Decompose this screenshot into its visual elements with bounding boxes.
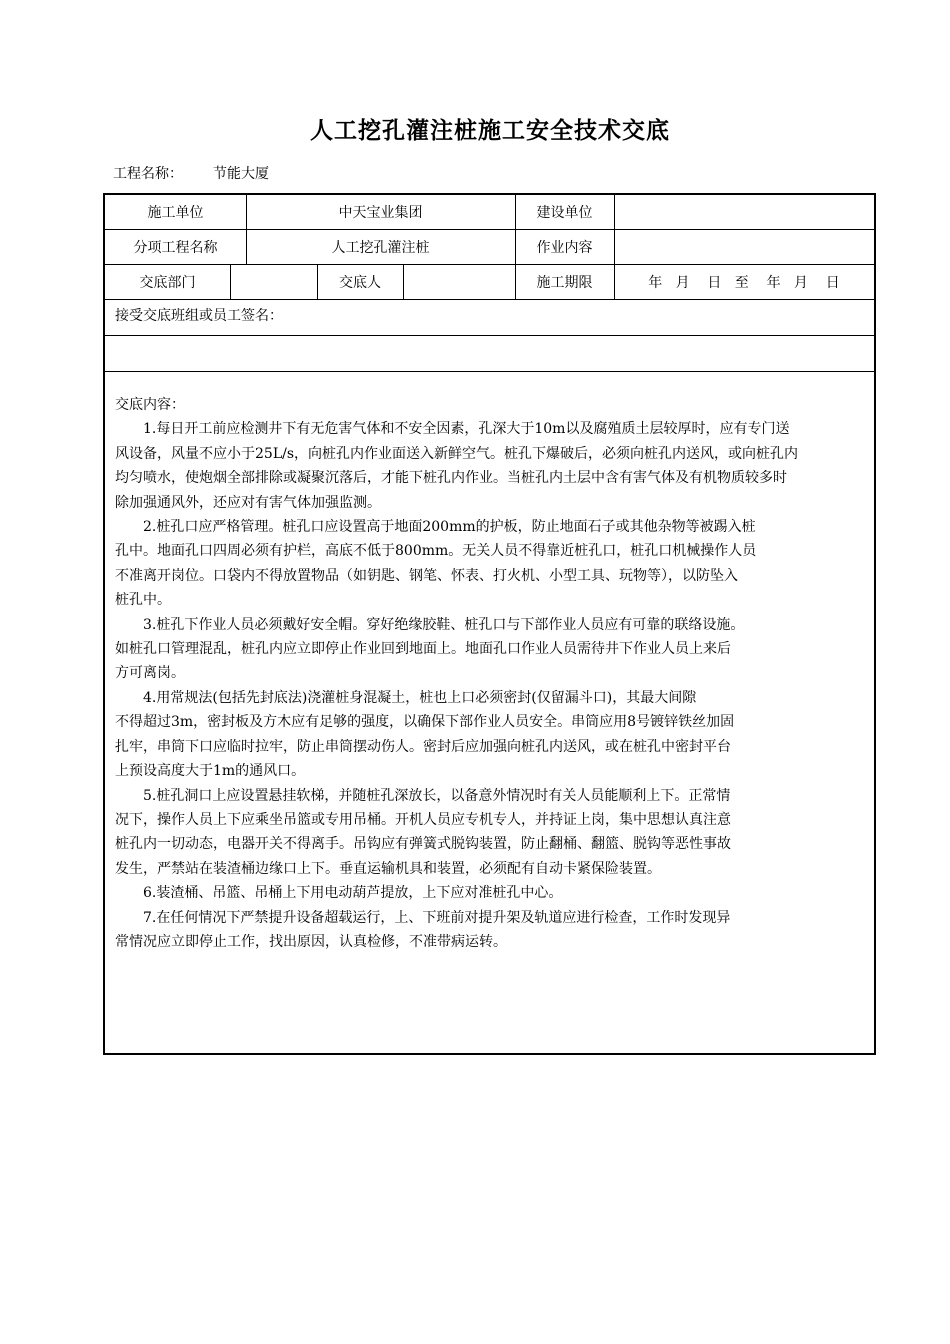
disclosure-dept-value bbox=[230, 264, 317, 299]
construction-unit-value: 中天宝业集团 bbox=[338, 205, 423, 221]
content-line: 均匀喷水，使炮烟全部排除或凝聚沉落后，才能下桩孔内作业。当桩孔内土层中含有害气体及有机物质较多时 bbox=[115, 470, 787, 487]
content-line: 不得超过3m，密封板及方木应有足够的强度，以确保下部作业人员安全。串筒应用8号镀锌铁丝加固 bbox=[115, 714, 735, 731]
construction-unit-label: 施工单位 bbox=[147, 205, 204, 221]
disclosure-content bbox=[115, 393, 867, 954]
subproject-value: 人工挖孔灌注桩 bbox=[331, 239, 430, 256]
discloser-value bbox=[403, 264, 515, 299]
content-line: 4.用常规法(包括先封底法)浇灌桩身混凝土，桩也上口必须密封(仅留漏斗口)，其最大间隙 bbox=[143, 689, 697, 706]
discloser-label: 交底人 bbox=[339, 274, 381, 291]
content-line: 3.桩孔下作业人员必须戴好安全帽。穿好绝缘胶鞋、桩孔口与下部作业人员应有可靠的联络设施。 bbox=[143, 616, 745, 633]
content-line: 5.桩孔洞口上应设置悬挂软梯，并随桩孔深放长，以备意外情况时有关人员能顺利上下。正常情 bbox=[143, 787, 731, 804]
content-line: 风设备，风量不应小于25L/s，向桩孔内作业面送入新鲜空气。桩孔下爆破后，必须向桩孔内送风，或向桩孔内 bbox=[115, 445, 799, 462]
content-line: 2.桩孔口应严格管理。桩孔口应设置高于地面200mm的护板，防止地面石子或其他杂物等被踢入桩 bbox=[143, 519, 756, 536]
content-line: 发生，严禁站在装渣桶边缘口上下。垂直运输机具和装置，必须配有自动卡紧保险装置。 bbox=[115, 860, 661, 877]
disclosure-dept-label: 交底部门 bbox=[139, 274, 196, 291]
content-line: 不准离开岗位。口袋内不得放置物品（如钥匙、钢笔、怀表、打火机、小型工具、玩物等），以防坠入 bbox=[115, 567, 738, 584]
work-content-label: 作业内容 bbox=[536, 239, 593, 256]
content-line: 如桩孔口管理混乱，桩孔内应立即停止作业回到地面上。地面孔口作业人员需待井下作业人员上来后 bbox=[115, 641, 731, 658]
content-line: 桩孔中。 bbox=[115, 592, 171, 609]
owner-unit-label: 建设单位 bbox=[536, 205, 593, 221]
content-line: 1.每日开工前应检测井下有无危害气体和不安全因素，孔深大于10m以及腐殖质土层较厚时，应有专门送 bbox=[143, 421, 790, 438]
subproject-label: 分项工程名称 bbox=[133, 239, 218, 256]
content-line: 6.装渣桶、吊篮、吊桶上下用电动葫芦提放，上下应对准桩孔中心。 bbox=[143, 885, 563, 902]
content-line: 上预设高度大于1m的通风口。 bbox=[115, 763, 306, 780]
project-name-value: 节能大厦 bbox=[213, 166, 269, 182]
content-heading: 交底内容： bbox=[115, 397, 185, 413]
content-line: 7.在任何情况下严禁提升设备超载运行，上、下班前对提升架及轨道应进行检查，工作时发现异 bbox=[143, 909, 731, 926]
period-value: 年 月 日 至 年 月 日 bbox=[648, 274, 840, 291]
content-line: 方可离岗。 bbox=[115, 665, 185, 682]
content-line: 除加强通风外，还应对有害气体加强监测。 bbox=[115, 494, 381, 511]
signature-label: 接受交底班组或员工签名： bbox=[115, 308, 283, 324]
content-lines bbox=[115, 417, 867, 954]
disclosure-form bbox=[103, 193, 876, 1055]
project-name-label: 工程名称： bbox=[113, 166, 183, 182]
owner-unit-value bbox=[614, 195, 874, 229]
content-line: 况下，操作人员上下应乘坐吊篮或专用吊桶。开机人员应专机专人，并持证上岗，集中思想认真注意 bbox=[115, 811, 731, 828]
document-title: 人工挖孔灌注桩施工安全技术交底 bbox=[310, 117, 670, 144]
content-line: 常情况应立即停止工作，找出原因，认真检修，不准带病运转。 bbox=[115, 933, 507, 950]
content-line: 扎牢，串筒下口应临时拉牢，防止串筒摆动伤人。密封后应加强向桩孔内送风，或在桩孔中密封平台 bbox=[115, 738, 731, 755]
content-line: 桩孔内一切动态，电器开关不得离手。吊钩应有弹簧式脱钩装置，防止翻桶、翻篮、脱钩等恶性事故 bbox=[115, 836, 731, 853]
period-label: 施工期限 bbox=[536, 274, 593, 291]
work-content-value bbox=[614, 229, 874, 264]
project-name-row bbox=[113, 163, 269, 183]
content-line: 孔中。地面孔口四周必须有护栏，高底不低于800mm。无关人员不得靠近桩孔口，桩孔口机械操作人员 bbox=[115, 543, 757, 560]
